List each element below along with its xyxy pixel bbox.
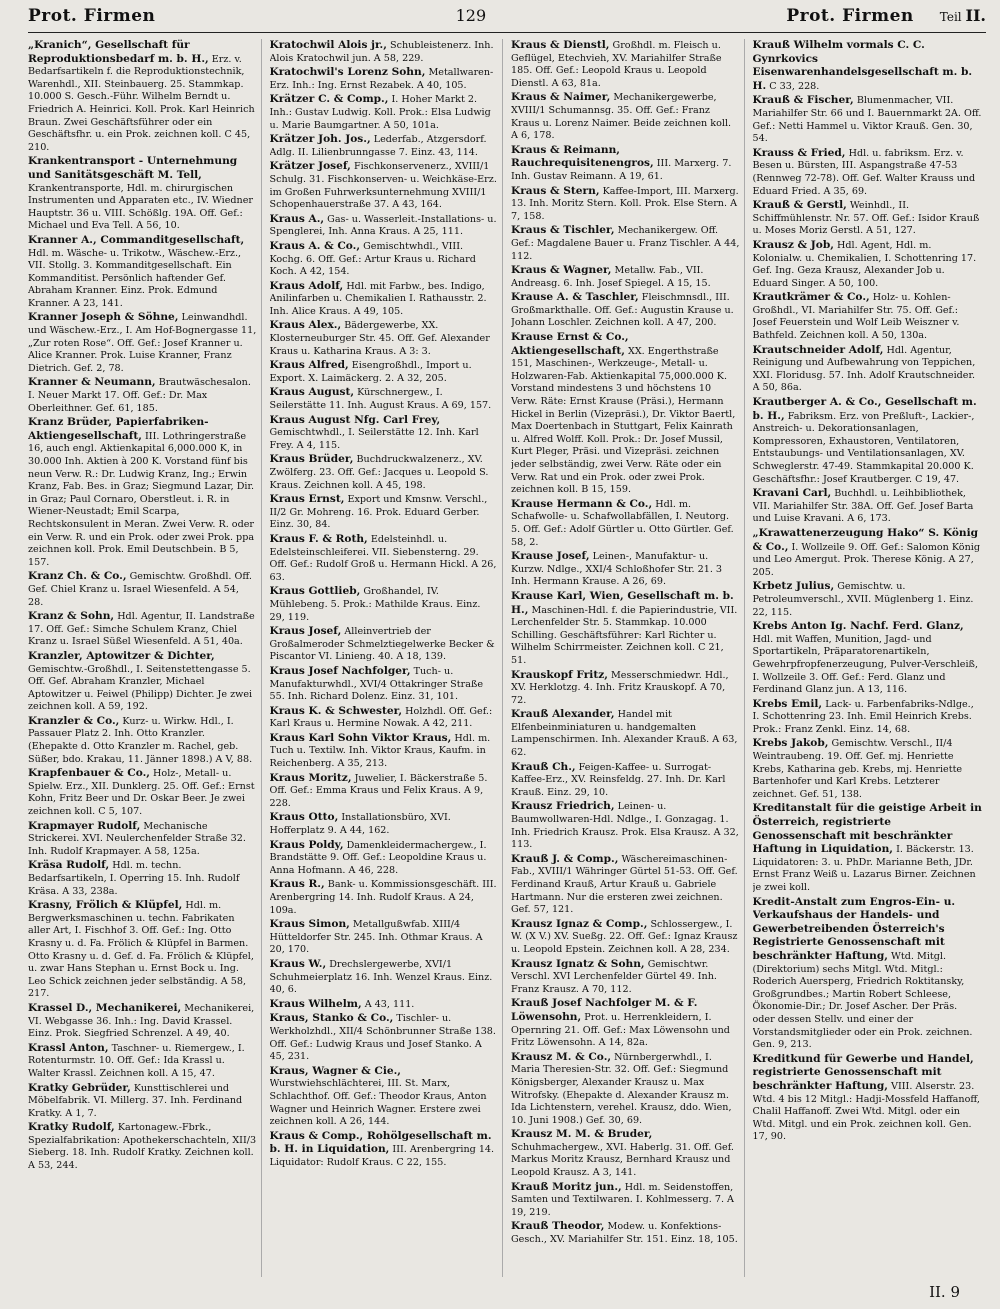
firm-name: Kraus Josef, bbox=[269, 625, 342, 638]
firm-entry bbox=[511, 1051, 740, 1128]
firm-name: Krausz & Job, bbox=[752, 238, 834, 251]
firm-details: Mechanikerei, VI. Webgasse 36. Inh.: Ing. David Krassel. Einz. Prok. Siegfried Schrenzel. A 49, 40. bbox=[28, 1002, 255, 1040]
firm-entry bbox=[270, 772, 499, 811]
firm-details: Bank- u. Kommissionsgeschäft. III. Arenbergring 14. Inh. Rudolf Kraus. A 24, 109a. bbox=[269, 879, 497, 916]
firm-entry bbox=[753, 802, 983, 894]
firm-name: Krautberger A. & Co., Gesellschaft m. b. H., bbox=[752, 396, 977, 422]
firm-entry bbox=[270, 705, 499, 731]
firm-entry bbox=[511, 669, 740, 708]
firm-details: Gemischtw.-Großhdl., I. Seitenstettengasse 5. Off. Gef. Abraham Kranzler, Michael Aptowitzer u. Feiwel (Philipp) Dichter. Je zwei zeichnen koll. A 59, 192. bbox=[28, 663, 253, 713]
firm-entry bbox=[28, 570, 257, 609]
firm-name: Kraus & Reimann, Rauchrequisitenengros, bbox=[511, 143, 654, 170]
firm-name: Krauß Josef Nachfolger M. & F. Löwensohn, bbox=[511, 997, 698, 1023]
firm-details: Gemischtw. Verschl., II/4 Weintraubeng. 19. Off. Gef. mj. Henriette Krebs, Katharina geb. Krebs, mj. Henriette Bartenhofer und Karl Krebs. Letzterer zeichnet. Gef. 51, 138. bbox=[752, 738, 963, 800]
firm-details: VIII. Alserstr. 23. Wtd. 4 bis 12 Mitgl.: Hadji-Mossfeld Haffanoff, Chalil Haffanoff. Zwei Wtd. Mitgl. oder ein Wtd. Mitgl. und ein Prok. zeichnen koll. Gen. 17, 90. bbox=[752, 1080, 980, 1143]
firm-entry bbox=[270, 998, 499, 1012]
firm-entry bbox=[270, 133, 499, 159]
firm-name: Krauß Alexander, bbox=[511, 708, 615, 721]
firm-details: Damenkleidermachergew., I. Brandstätte 9. Off. Gef.: Leopoldine Kraus u. Anna Hofmann. A 46, 228. bbox=[269, 839, 487, 876]
firm-details: Kurz- u. Wirkw. Hdl., I. Passauer Platz 2. Inh. Otto Kranzler. (Ehepakte d. Otto Kranzler m. Rachel, geb. Süßer, bdo. Krakau, 11. Jänner 1898.) A V, 88. bbox=[28, 715, 253, 765]
firm-name: Kraus Gottlieb, bbox=[269, 585, 361, 598]
firm-name: Kratochwil's Lorenz Sohn, bbox=[269, 66, 426, 79]
firm-name: Kraus Karl Sohn Viktor Kraus, bbox=[269, 731, 452, 744]
firm-entry bbox=[753, 620, 983, 697]
firm-name: Kräsa Rudolf, bbox=[28, 859, 110, 872]
firm-entry bbox=[753, 698, 983, 737]
firm-entry bbox=[511, 1128, 740, 1179]
firm-name: Kraus August, bbox=[269, 386, 355, 399]
firm-entry bbox=[270, 359, 499, 385]
firm-name: Kraus Josef Nachfolger, bbox=[269, 664, 411, 677]
firm-name: Krauskopf Fritz, bbox=[511, 668, 608, 681]
firm-entry bbox=[753, 239, 983, 290]
firm-details: Gemischtw. u. Petroleumverschl., XVII. Müglenberg 1. Einz. 22, 115. bbox=[752, 581, 974, 618]
firm-name: Krätzer Joh. Jos., bbox=[269, 133, 371, 146]
firm-name: Kranzler, Aptowitzer & Dichter, bbox=[28, 649, 215, 662]
firm-details: Hdl. mit Farbw., bes. Indigo, Anilinfarben u. Chemikalien I. Rathausstr. 2. Inh. Alice Kraus. A 49, 105. bbox=[269, 280, 487, 317]
firm-name: Kraus Alfred, bbox=[269, 359, 349, 372]
firm-name: Kraus R., bbox=[269, 878, 325, 891]
firm-entry bbox=[270, 414, 499, 453]
running-title-left: Prot. Firmen bbox=[28, 6, 156, 26]
firm-entry bbox=[753, 580, 983, 619]
firm-entry bbox=[270, 625, 499, 664]
firm-entry bbox=[511, 918, 740, 957]
page-number: 129 bbox=[455, 6, 487, 25]
firm-name: Kranz & Sohn, bbox=[28, 610, 115, 623]
firm-details: Handel mit Elfenbeinminiaturen u. handgemalten Lampenschirmen. Inh. Alexander Krauß. A 63, 62. bbox=[511, 709, 738, 759]
firm-details: Metallwaren-Erz. Inh.: Ing. Ernst Rezabek. A 40, 105. bbox=[269, 67, 494, 91]
column-1 bbox=[28, 39, 262, 1277]
part-number: II. bbox=[965, 6, 986, 25]
firm-name: Krauß Moritz jun., bbox=[511, 1180, 622, 1193]
firm-name: Kraus K. & Schwester, bbox=[269, 704, 403, 717]
firm-details: Brautwäschesalon. I. Neuer Markt 17. Off. Gef.: Dr. Max Oberleithner. Gef. 61, 185. bbox=[28, 377, 251, 414]
firm-entry bbox=[28, 376, 257, 415]
firm-entry bbox=[511, 264, 740, 290]
firm-entry bbox=[511, 498, 740, 549]
firm-details: Leinen-, Manufaktur- u. Kurzw. Ndlge., XXI/4 Schloßhofer Str. 21. 3 Inh. Hermann Krause. A 26, 69. bbox=[511, 551, 723, 588]
firm-details: Hdl. m. Wäsche- u. Trikotw., Wäschew.-Erz., VII. Stollg. 3. Kommanditgesellschaft. Ein Kommanditist. Persönlich haftender Gef. Abraham Kranner. Einz. Prok. Edmund Kranner. A 23, 141. bbox=[28, 247, 242, 309]
firm-entry bbox=[270, 319, 499, 358]
firm-entry bbox=[270, 1012, 499, 1063]
firm-name: Kranner & Neumann, bbox=[28, 376, 156, 389]
firm-entry bbox=[753, 344, 983, 395]
firm-name: Kranz Brüder, Papierfabriken-Aktiengesellschaft, bbox=[28, 416, 209, 442]
firm-name: Krapmayer Rudolf, bbox=[28, 819, 141, 832]
firm-entry bbox=[753, 94, 983, 145]
firm-entry bbox=[511, 1181, 740, 1220]
firm-entry bbox=[270, 386, 499, 412]
firm-details: III. Marxerg. 7. Inh. Gustav Reimann. A 19, 61. bbox=[511, 158, 732, 182]
firm-name: Kranner A., Commanditgesellschaft, bbox=[28, 233, 245, 246]
firm-entry bbox=[753, 199, 983, 238]
firm-entry bbox=[753, 291, 983, 342]
firm-name: Kraus Moritz, bbox=[269, 771, 352, 784]
firm-details: Bädergewerbe, XX. Klosterneuburger Str. 45. Off. Gef. Alexander Kraus u. Katharina Kraus. A 3: 3. bbox=[269, 320, 490, 357]
firm-name: Krausz M. & Co., bbox=[511, 1050, 612, 1063]
firm-name: Kraus, Wagner & Cie., bbox=[269, 1064, 401, 1077]
column-4 bbox=[753, 39, 987, 1277]
page-header bbox=[28, 6, 986, 33]
firm-details: I. Bäckerstr. 13. Liquidatoren: 3. u. PhDr. Marianne Beth, JDr. Ernst Franz Weiß u. Lazarus Birner. Zeichnen je zwei koll. bbox=[752, 844, 976, 893]
firm-details: XX. Engerthstraße 151, Maschinen-, Werkzeuge-, Metall- u. Holzwaren-Fab. Aktienkapital 75,000.000 K. Vorstand mindestens 3 und höchstens 10 Verw. Räte: Ernst Krause (Präsi.), Hermann Hickel in Berlin (Vizepräsi.), Dr. Viktor Baertl, Max Doertenbach in Stuttgart, Felix Kainrath u. Alfred Wolff. Koll. Prok.: Dr. Josef Mussil, Kurt Pleger, Präsi. und Vizepräsi. zeichnen jeder selbständig, zwei Verw. Räte oder ein Verw. Rat und ein Prok. oder zwei Prok. zeichnen koll. B 15, 159. bbox=[511, 345, 736, 496]
firm-entry bbox=[511, 708, 740, 759]
firm-name: Kraus Wilhelm, bbox=[269, 997, 362, 1010]
firm-entry bbox=[270, 732, 499, 771]
firm-details: Metallw. Fab., VII. Andreasg. 6. Inh. Josef Spiegel. A 15, 15. bbox=[511, 265, 711, 289]
firm-name: Kranz Ch. & Co., bbox=[28, 570, 127, 583]
firm-details: Fleischmnsdl., III. Großmarkthalle. Off. Gef.: Augustin Krause u. Johann Loschler. Zeichnen koll. A 47, 200. bbox=[511, 292, 734, 329]
firm-details: Juwelier, I. Bäckerstraße 5. Off. Gef.: Emma Kraus und Felix Kraus. A 9, 228. bbox=[269, 772, 488, 809]
firm-entry bbox=[511, 550, 740, 589]
firm-name: Kraus Adolf, bbox=[269, 279, 344, 292]
firm-details: Eisengroßhdl., Import u. Export. X. Laimäckerg. 2. A 32, 205. bbox=[269, 360, 472, 384]
firm-name: Kraus F. & Roth, bbox=[269, 532, 368, 545]
firm-name: Kraus A., bbox=[269, 212, 325, 225]
firm-details: Wtd. Mitgl. (Direktorium) sechs Mitgl. Wtd. Mitgl.: Roderich Auersperg, Friedrich Roktitansky, Großgrundbes.; Martin Robert Schleese, Ökonomie-Dir.; Dr. Josef Ascher. Der Präs. oder dessen Stellv. und einer der Vorstandsmitglieder oder ein Prok. zeichnen. Gen. 9, 213. bbox=[752, 950, 973, 1051]
firm-entry bbox=[28, 311, 257, 375]
firm-entry bbox=[511, 958, 740, 997]
firm-entry bbox=[511, 291, 740, 330]
firm-name: Kratochwil Alois jr., bbox=[269, 39, 387, 51]
firm-entry bbox=[28, 155, 257, 233]
firm-name: Kraus Ernst, bbox=[269, 493, 345, 506]
firm-name: Kraus Poldy, bbox=[269, 838, 344, 851]
firm-details: Hdl. m. Tuch u. Textilw. Inh. Viktor Kraus, Kaufm. in Reichenberg. A 35, 213. bbox=[269, 732, 491, 770]
firm-entry bbox=[511, 185, 740, 224]
column-2 bbox=[270, 39, 504, 1277]
part-label: Teil bbox=[939, 10, 962, 24]
firm-details: Hdl. m. Bergwerksmaschinen u. techn. Fabrikaten aller Art, I. Fischhof 3. Off. Gef.: Ing. Otto Krasny u. d. Fa. Frölich & Klüpfel in Barmen. Otto Krasny u. d. Gef. d. Fa. Frölich & Klüpfel, u. zwar Hans Stephan u. Ernst Bock u. Ing. Leo Schick zeichnen jeder selbständig. A 58, 217. bbox=[28, 900, 254, 1000]
firm-details: Prot. u. Herrenkleidern, I. Opernring 21. Off. Gef.: Max Löwensohn und Fritz Löwensohn. A 14, 82a. bbox=[511, 1011, 730, 1049]
firm-details: Mechanikergew. Off. Gef.: Magdalene Bauer u. Franz Tischler. A 44, 112. bbox=[511, 225, 740, 262]
firm-name: Krauss & Fried, bbox=[752, 146, 846, 159]
firm-entry bbox=[28, 715, 257, 766]
firm-name: Kraus & Wagner, bbox=[511, 264, 612, 277]
firm-details: Metallgußwfab. XIII/4 Hütteldorfer Str. 245. Inh. Othmar Kraus. A 20, 170. bbox=[269, 919, 483, 956]
firm-details: Hdl. Agentur, II. Landstraße 17. Off. Gef.: Simche Schulem Kranz, Chiel Kranz u. Israel Süßel Wiesenfeld. A 51, 40a. bbox=[28, 611, 255, 648]
firm-details: Taschner- u. Riemergew., I. Rotenturmstr. 10. Off. Gef.: Ida Krassl u. Walter Krassl. Zeichnen koll. A 15, 47. bbox=[28, 1042, 245, 1079]
firm-entry bbox=[511, 590, 740, 668]
firm-entry bbox=[270, 93, 499, 132]
firm-details: Holzhdl. Off. Gef.: Karl Kraus u. Hermine Nowak. A 42, 211. bbox=[269, 705, 493, 730]
firm-entry bbox=[511, 997, 740, 1049]
firm-entry bbox=[270, 665, 499, 704]
firm-name: Kredit-Anstalt zum Engros-Ein- u. Verkaufshaus der Handels- und Gewerbetreibenden Österreich's Registrierte Genossenschaft mit beschränkter Haftung, bbox=[752, 895, 956, 962]
firm-entry bbox=[28, 859, 257, 898]
firm-entry bbox=[270, 1130, 499, 1170]
firm-name: Krätzer C. & Comp., bbox=[269, 93, 389, 106]
firm-entry bbox=[753, 527, 983, 579]
firm-details: Weinhdl., II. Schiffmühlenstr. Nr. 57. Off. Gef.: Isidor Krauß u. Moses Moriz Gerstl. A 51, 127. bbox=[752, 200, 980, 237]
firm-entry bbox=[753, 487, 983, 526]
firm-details: Großhandel, IV. Mühlebeng. 5. Prok.: Mathilde Kraus. Einz. 29, 119. bbox=[269, 586, 481, 623]
firm-entry bbox=[28, 767, 257, 818]
firm-details: Mechanikergewerbe, XVIII/1 Schumannsg. 35. Off. Gef.: Franz Kraus u. Lorenz Naimer. Beide zeichnen koll. A 6, 178. bbox=[511, 92, 732, 142]
firm-entry bbox=[511, 144, 740, 184]
firm-name: „Kranich“, Gesellschaft für Reproduktionsbedarf m. b. H., bbox=[28, 39, 209, 65]
column-3 bbox=[511, 39, 745, 1277]
firm-entry bbox=[511, 1220, 740, 1246]
firm-name: Krauß Theodor, bbox=[511, 1220, 605, 1233]
firm-details: Großhdl. m. Fleisch u. Geflügel, Etechvieh, XV. Mariahilfer Straße 185. Off. Gef.: Leopold Kraus u. Leopold Dienstl. A 63, 81a. bbox=[511, 40, 722, 89]
firm-details: Hdl. Agentur, Reinigung und Aufbewahrung von Teppichen, XXI. Floridusg. 57. Inh. Adolf Krautschneider. A 50, 86a. bbox=[752, 344, 976, 394]
firm-entry bbox=[270, 533, 499, 584]
firm-name: Kreditkund für Gewerbe und Handel, registrierte Genossenschaft mit beschränkter Haftung, bbox=[752, 1052, 974, 1092]
firm-details: Buchdruckwalzenerz., XV. Zwölferg. 23. Off. Gef.: Jacques u. Leopold S. Kraus. Zeichnen koll. A 45, 198. bbox=[269, 454, 489, 491]
firm-entry bbox=[270, 453, 499, 492]
firm-name: Kranner Joseph & Söhne, bbox=[28, 311, 179, 324]
firm-name: Kraus & Naimer, bbox=[511, 91, 611, 104]
firm-entry bbox=[270, 493, 499, 532]
firm-entry bbox=[511, 800, 740, 851]
firm-details: Leinwandhdl. und Wäschew.-Erz., I. Am Hof-Bognergasse 11, „Zur roten Rose“. Off. Gef.: Josef Kranner u. Alice Kranner. Prok. Luise Kranner, Franz Dietrich. Gef. 2, 78. bbox=[28, 312, 257, 374]
firm-name: Krassel D., Mechanikerei, bbox=[28, 1001, 182, 1014]
firm-name: Kraus Simon, bbox=[269, 918, 350, 931]
firm-name: Kraus Brüder, bbox=[269, 453, 354, 466]
firm-entry bbox=[270, 213, 499, 239]
firm-name: Krapfenbauer & Co., bbox=[28, 767, 150, 780]
directory-columns bbox=[28, 39, 986, 1277]
firm-entry bbox=[753, 737, 983, 801]
firm-name: Krause A. & Taschler, bbox=[511, 291, 639, 304]
firm-name: Kreditanstalt für die geistige Arbeit in Österreich, registrierte Genossenschaft mit beschränkter Haftung in Liquidation, bbox=[752, 802, 982, 856]
firm-details: Kartonagew.-Fbrk., Spezialfabrikation: Apothekerschachteln, XII/3 Sieberg. 18. Inh. Rudolf Kratky. Zeichnen koll. A 53, 244. bbox=[28, 1122, 257, 1172]
firm-name: Krbetz Julius, bbox=[752, 580, 835, 593]
firm-details: Blumenmacher, VII. Mariahilfer Str. 66 und I. Bauernmarkt 2A. Off. Gef.: Netti Hammel u. Viktor Krauß. Gen. 30, 54. bbox=[752, 95, 982, 145]
firm-entry bbox=[28, 1042, 257, 1081]
firm-details: Schuhmachergew., XVI. Haberlg. 31. Off. Gef. Markus Moritz Krausz, Bernhard Krausz und Leopold Krausz. A 3, 141. bbox=[511, 1141, 734, 1179]
firm-entry bbox=[270, 66, 499, 92]
firm-details: Export und Kmsnw. Verschl., II/2 Gr. Mohreng. 16. Prok. Eduard Gerber. Einz. 30, 84. bbox=[269, 494, 488, 531]
firm-name: Kraus, Stanko & Co., bbox=[269, 1012, 394, 1025]
firm-name: Krausz M. M. & Bruder, bbox=[511, 1128, 653, 1141]
firm-name: Kraus August Nfg. Carl Frey, bbox=[269, 413, 441, 426]
firm-name: Kraus Otto, bbox=[269, 811, 339, 824]
firm-details: Messerschmiedwr. Hdl., XV. Herklotzg. 4. Inh. Fritz Krauskopf. A 70, 72. bbox=[511, 669, 729, 706]
firm-details: Buchhdl. u. Leihbibliothek, VII. Mariahilfer Str. 38A. Off. Gef. Josef Barta und Luise Kravani. A 6, 173. bbox=[752, 488, 974, 525]
firm-details: Modew. u. Konfektions-Gesch., XV. Mariahilfer Str. 151. Einz. 18, 105. bbox=[511, 1221, 738, 1246]
firm-details: Lederfab., Atzgersdorf. Adlg. II. Lilienbrunngasse 7. Einz. 43, 114. bbox=[269, 134, 487, 158]
firm-entry bbox=[270, 918, 499, 957]
firm-entry bbox=[753, 39, 983, 93]
firm-details: Hdl. m. Schafwolle- u. Schafwollabfällen, I. Neutorg. 5. Off. Gef.: Adolf Gürtler u. Otto Gürtler. Gef. 58, 2. bbox=[511, 498, 734, 548]
running-title-right: Prot. Firmen bbox=[786, 6, 914, 26]
firm-name: Krankentransport - Unternehmung und Sanitätsgeschäft M. Tell, bbox=[28, 155, 238, 181]
firm-name: Krauß Wilhelm vormals C. C. Gynrkovics Eisenwarenhandelsgesellschaft m. b. H. bbox=[752, 39, 973, 92]
firm-details: III. Arenbergring 14. Liquidator: Rudolf Kraus. C 22, 155. bbox=[269, 1144, 495, 1168]
firm-entry bbox=[270, 1065, 499, 1129]
firm-details: Tischler- u. Werkholzhdl., XII/4 Schönbrunner Straße 138. Off. Gef.: Ludwig Kraus und Josef Stanko. A 45, 231. bbox=[269, 1013, 496, 1063]
firm-entry bbox=[270, 958, 499, 997]
firm-details: Krankentransporte, Hdl. m. chirurgischen Instrumenten und Apparaten etc., IV. Wiedner Hauptstr. 36 u. VIII. Schößlg. 19A. Off. Gef.: Michael und Eva Tell. A 56, 10. bbox=[28, 182, 253, 232]
firm-entry bbox=[753, 896, 983, 1052]
firm-entry bbox=[270, 839, 499, 878]
firm-details: Hdl. m. techn. Bedarfsartikeln, I. Operring 15. Inh. Rudolf Kräsa. A 33, 238a. bbox=[28, 860, 240, 897]
firm-details: Holz-, Metall- u. Spielw. Erz., XII. Dunklerg. 25. Off. Gef.: Ernst Kohn, Fritz Beer und Dr. Oskar Beer. Je zwei zeichnen koll. C 5, 107. bbox=[28, 768, 255, 818]
firm-details: Hdl. m. Seidenstoffen, Samten und Textilwaren. I. Kohlmesserg. 7. A 19, 219. bbox=[511, 1181, 734, 1218]
firm-details: Edelsteinhdl. u. Edelsteinschleiferei. VII. Siebensterng. 29. Off. Gef.: Rudolf Groß u. Hermann Hickl. A 26, 63. bbox=[269, 533, 497, 583]
firm-details: I. Hoher Markt 2. Inh.: Gustav Ludwig. Koll. Prok.: Elsa Ludwig u. Marie Baumgartner. A 50, 101a. bbox=[269, 94, 491, 131]
firm-name: Krautschneider Adolf, bbox=[752, 343, 884, 356]
firm-name: „Krawattenerzeugung Hako“ S. König & Co., bbox=[752, 526, 979, 553]
firm-details: Maschinen-Hdl. f. die Papierindustrie, VII. Lerchenfelder Str. 5. Stammkap. 10.000 Schilling. Geschäftsführer: Karl Richter u. Wilhelm Schirrmeister. Zeichnen koll. C 21, 51. bbox=[511, 604, 738, 666]
firm-details: Wurstwiehschlächterei, III. St. Marx, Schlachthof. Off. Gef.: Theodor Kraus, Anton Wagner und Heinrich Wagner. Erstere zwei zeichnen koll. A 26, 144. bbox=[269, 1078, 487, 1128]
firm-name: Kraus Alex., bbox=[269, 319, 342, 332]
firm-entry bbox=[511, 761, 740, 800]
firm-entry bbox=[28, 416, 257, 569]
firm-name: Krausz Friedrich, bbox=[511, 800, 615, 813]
firm-name: Krause Ernst & Co., Aktiengesellschaft, bbox=[511, 331, 629, 357]
firm-entry bbox=[28, 39, 257, 154]
firm-details: A 43, 111. bbox=[364, 998, 415, 1010]
firm-name: Krause Hermann & Co., bbox=[511, 497, 653, 510]
header-right bbox=[786, 6, 986, 26]
firm-name: Krausz Ignaz & Comp., bbox=[511, 917, 648, 930]
firm-details: Leinen- u. Baumwollwaren-Hdl. Ndlge., I. Gonzagag. 1. Inh. Friedrich Krausz. Prok. Elsa Krausz. A 32, 113. bbox=[511, 801, 739, 851]
firm-details: Kürschnergew., I. Seilerstätte 11. Inh. August Kraus. A 69, 157. bbox=[269, 387, 492, 412]
firm-details: Gemischtw. Großhdl. Off. Gef. Chiel Kranz u. Israel Wiesenfeld. A 54, 28. bbox=[28, 571, 252, 608]
firm-details: Kaffee-Import, III. Marxerg. 13. Inh. Moritz Stern. Koll. Prok. Else Stern. A 7, 158. bbox=[511, 185, 739, 222]
firm-name: Krassl Anton, bbox=[28, 1041, 109, 1054]
firm-details: III. Lothringerstraße 16, auch engl. Aktienkapital 6,000.000 K, in 30.000 Inh. Aktien à 200 K. Vorstand fünf bis neun Verw. R.: Dr. Ludwig Kranz, Ing.; Erwin Kranz, Fab. Bes. in Graz; Siegmund Lazar, Dir. in Graz; Paul Cornaro, Oberstleut. i. R. in Wiener-Neustadt; Emil Scarpa, Rechtskonsulent in Meran. Zwei Verw. R. oder ein Verw. R. und ein Prok. oder zwei Prok. ppa zeichnen koll. Prok. Emil Deutschbein. B 5, 157. bbox=[28, 430, 255, 568]
firm-name: Krebs Anton Ig. Nachf. Ferd. Glanz, bbox=[752, 620, 964, 633]
firm-details: I. Wollzeile 9. Off. Gef.: Salomon König und Leo Amergut. Prok. Therese König. A 27, 205. bbox=[752, 541, 980, 578]
firm-name: Kraus & Tischler, bbox=[511, 224, 615, 237]
sheet-mark: II. 9 bbox=[929, 1283, 960, 1301]
firm-name: Kranzler & Co., bbox=[28, 714, 120, 727]
firm-entry bbox=[28, 610, 257, 649]
firm-entry bbox=[270, 585, 499, 624]
firm-name: Kratky Gebrüder, bbox=[28, 1081, 131, 1094]
firm-details: Fabriksm. Erz. von Preßluft-, Lackier-, Anstreich- u. Dekorationsanlagen, Kompressoren, Exhaustoren, Ventilatoren, Entstaubungs- und Ventilationsanlagen, XV. Schweglerstr. 47-49. Stammkapital 20.000 K. Geschäftsfhr.: Josef Krautberger. C 19, 47. bbox=[752, 410, 975, 485]
firm-entry bbox=[28, 234, 257, 311]
firm-details: Hdl. Agent, Hdl. m. Kolonialw. u. Chemikalien, I. Schottenring 17. Gef. Ing. Geza Krausz, Alexander Job u. Eduard Singer. A 50, 100. bbox=[752, 239, 977, 289]
firm-details: Holz- u. Kohlen-Großhdl., VI. Mariahilfer Str. 75. Off. Gef.: Josef Feuerstein und Wolf Leib Weiszner v. Bathfeld. Zeichnen koll. A 50, 130a. bbox=[752, 292, 960, 342]
firm-name: Krasny, Frölich & Klüpfel, bbox=[28, 899, 183, 912]
firm-name: Kratky Rudolf, bbox=[28, 1121, 115, 1134]
firm-name: Kravani Carl, bbox=[752, 487, 832, 500]
firm-name: Kraus & Comp., Rohölgesellschaft m. b. H. in Liquidation, bbox=[269, 1129, 492, 1156]
firm-entry bbox=[511, 224, 740, 263]
firm-name: Kraus & Stern, bbox=[511, 184, 600, 197]
firm-details: Installationsbüro, XVI. Hofferplatz 9. A 44, 162. bbox=[269, 812, 451, 837]
firm-name: Krauß & Fischer, bbox=[752, 94, 854, 107]
firm-entry bbox=[511, 91, 740, 142]
firm-name: Krautkrämer & Co., bbox=[752, 291, 870, 304]
firm-details: Hdl. u. fabriksm. Erz. v. Besen u. Bürsten, III. Aspangstraße 47-53 (Rennweg 72-78). Off. Gef. Walter Krauss und Eduard Fried. A 35, 69. bbox=[752, 147, 976, 197]
firm-entry bbox=[28, 650, 257, 714]
firm-name: Krauß & Gerstl, bbox=[752, 199, 847, 212]
firm-details: Lack- u. Farbenfabriks-Ndlge., I. Schottenring 23. Inh. Emil Heinrich Krebs. Prok.: Franz Zenkl. Einz. 14, 68. bbox=[752, 698, 974, 735]
firm-details: Hdl. mit Waffen, Munition, Jagd- und Sportartikeln, Präparatorenartikeln, Gewehrpfropfenerzeugung, Pulver-Verschleiß, I. Wollzeile 3. Off. Gef.: Ferd. Glanz und Ferdinand Glanz jun. A 13, 116. bbox=[752, 633, 978, 696]
firm-details: Alleinvertrieb der Großalmeroder Schmelztiegelwerke Becker & Piscantor VI. Linieng. 40. A 18, 139. bbox=[269, 626, 495, 663]
firm-name: Krebs Jakob, bbox=[752, 737, 829, 750]
firm-entry bbox=[28, 899, 257, 1001]
firm-entry bbox=[28, 820, 257, 859]
firm-name: Krausz Ignatz & Sohn, bbox=[511, 957, 645, 970]
firm-entry bbox=[28, 1002, 257, 1041]
firm-details: Mechanische Strickerei. XVI. Neulerchenfelder Straße 32. Inh. Rudolf Krapmayer. A 58, 125a. bbox=[28, 820, 246, 857]
firm-entry bbox=[511, 853, 740, 917]
firm-name: Kraus W., bbox=[269, 957, 327, 970]
firm-entry bbox=[270, 39, 499, 65]
firm-entry bbox=[270, 878, 499, 917]
firm-name: Kraus & Dienstl, bbox=[511, 39, 610, 51]
firm-name: Krätzer Josef, bbox=[269, 160, 351, 173]
firm-entry bbox=[511, 39, 740, 90]
firm-name: Krebs Emil, bbox=[752, 697, 823, 710]
firm-details: Erz. v. Bedarfsartikeln f. die Reproduktionstechnik, Warenhdl., XII. Steinbauerg. 25. Stammkap. 10.000 S. Gesch.-Führ. Wilhelm Berndt u. Friedrich A. Heinrici. Koll. Prok. Karl Heinrich Braun. Zwei Geschäftsführer oder ein Geschäftsfhr. u. ein Prok. zeichnen koll. C 45, 210. bbox=[28, 53, 255, 153]
firm-entry bbox=[28, 1082, 257, 1121]
firm-entry bbox=[270, 811, 499, 837]
firm-details: Gemischtwhdl., I. Seilerstätte 12. Inh. Karl Frey. A 4, 115. bbox=[269, 427, 479, 451]
firm-name: Krauß Ch., bbox=[511, 760, 576, 773]
firm-details: Wäschereimaschinen-Fab., XVIII/1 Währinger Gürtel 51-53. Off. Gef. Ferdinand Krauß, Artur Krauß u. Gabriele Hartmann. Nur die ersteren zwei zeichnen. Gef. 57, 121. bbox=[511, 853, 738, 916]
firm-details: Gemischtwhdl., VIII. Kochg. 6. Off. Gef.: Artur Kraus u. Richard Koch. A 42, 154. bbox=[269, 240, 476, 278]
firm-details: Tuch- u. Manufakturwhdl., XVI/4 Ottakringer Straße 55. Inh. Richard Dolenz. Einz. 31, 101. bbox=[269, 665, 484, 703]
firm-details: C 33, 228. bbox=[769, 80, 820, 92]
firm-details: Gemischtwr. Verschl. XVI Lerchenfelder Gürtel 49. Inh. Franz Krausz. A 70, 112. bbox=[511, 958, 717, 995]
firm-entry bbox=[270, 280, 499, 319]
firm-name: Kraus A. & Co., bbox=[269, 239, 361, 252]
firm-details: Fischkonservenerz., XVIII/1 Schulg. 31. Fischkonserven- u. Weichkäse-Erz. im Großen Fuhrwerksunternehmung XVIII/1 Schopenhauerstraße 37. A 43, 164. bbox=[269, 161, 497, 211]
firm-details: Drechslergewerbe, XVI/1 Schuhmeierplatz 16. Inh. Wenzel Kraus. Einz. 40, 6. bbox=[269, 958, 493, 996]
firm-details: Schubleistenerz. Inh. Alois Kratochwil jun. A 58, 229. bbox=[269, 40, 494, 64]
firm-entry bbox=[511, 331, 740, 497]
firm-details: Kunsttischlerei und Möbelfabrik. VI. Millerg. 37. Inh. Ferdinand Kratky. A 1, 7. bbox=[28, 1082, 243, 1119]
firm-name: Krauß J. & Comp., bbox=[511, 852, 619, 865]
firm-entry bbox=[270, 160, 499, 211]
firm-entry bbox=[753, 147, 983, 198]
firm-entry bbox=[753, 1053, 983, 1144]
firm-entry bbox=[28, 1121, 257, 1172]
firm-details: Feigen-Kaffee- u. Surrogat-Kaffee-Erz., XV. Reinsfeldg. 27. Inh. Dr. Karl Krauß. Einz. 29, 10. bbox=[511, 761, 726, 798]
part-indicator bbox=[940, 6, 986, 25]
firm-entry bbox=[270, 240, 499, 279]
firm-name: Krause Karl, Wien, Gesellschaft m. b. H., bbox=[511, 589, 734, 616]
firm-details: Schlossergew., I. W. (X V.) XV. Sueßg. 22. Off. Gef.: Ignaz Krausz u. Leopold Epstein. Zeichnen koll. A 28, 234. bbox=[511, 918, 738, 955]
firm-details: Gas- u. Wasserleit.-Installations- u. Spenglerei, Inh. Anna Kraus. A 25, 111. bbox=[269, 213, 497, 238]
firm-name: Krause Josef, bbox=[511, 550, 590, 563]
firm-entry bbox=[753, 396, 983, 486]
firm-details: Nürnbergerwhdl., I. Maria Theresien-Str. 32. Off. Gef.: Siegmund Königsberger, Alexander Krausz u. Max Witrofsky. (Ehepakte d. Alexander Krausz m. Ida Lichtenstern, verehel. Krausz, ddo. Wien, 10. Juni 1908.) Gef. 30, 69. bbox=[511, 1051, 732, 1126]
